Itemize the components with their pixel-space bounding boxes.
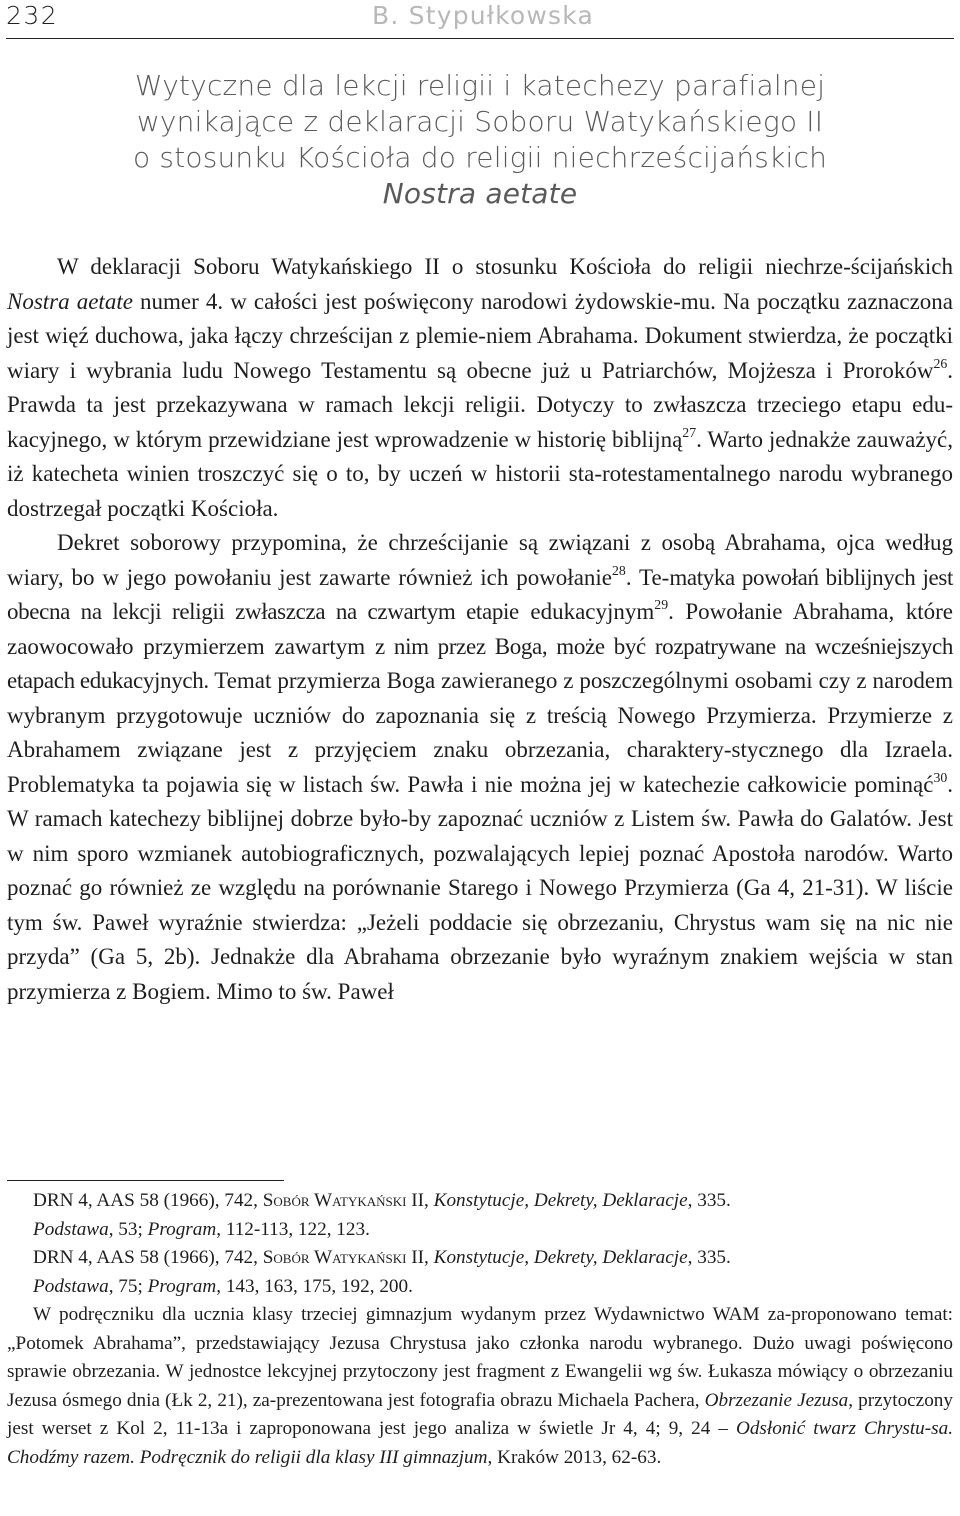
text-run: DRN 4, AAS 58 (1966), 742, bbox=[33, 1190, 263, 1211]
italic-title: Podstawa bbox=[33, 1275, 109, 1297]
footnote bbox=[7, 1244, 953, 1273]
italic-title: Program bbox=[147, 1218, 217, 1240]
section-title-line: wynikające z deklaracji Soboru Watykańskiego II bbox=[136, 105, 824, 138]
text-run: , 112-113, 122, 123. bbox=[216, 1218, 370, 1240]
text-run: , przytoczony jest werset z Kol 2, 11-13a i zaproponowana jest jego analiza w świetle Jr 4, 4; 9, 24 – bbox=[7, 1389, 953, 1439]
section-title-line: o stosunku Kościoła do religii niechrześcijańskich bbox=[132, 141, 828, 174]
small-caps-text: Sobór Watykański bbox=[262, 1190, 407, 1211]
text-run: , 143, 163, 175, 192, 200. bbox=[216, 1275, 413, 1297]
text-run: , 335. bbox=[687, 1190, 731, 1211]
section-title-line: Wytyczne dla lekcji religii i katechezy parafialnej bbox=[134, 69, 826, 102]
paragraph bbox=[7, 526, 953, 1009]
paragraph bbox=[7, 250, 953, 526]
text-run: II, bbox=[406, 1190, 434, 1211]
footnote bbox=[7, 1187, 953, 1216]
text-run: Temat przymierza Boga zawieranego z poszczególnymi osobami czy z narodem wybranym przygotowuje uczniów do zapoznania się z treścią Nowego Przymierza. Przymierze z Abrahamem związane jest z przyjęciem znaku obrzezania, charaktery-stycznego dla Izraela. Problematyka ta pojawia się w listach św. Pawła i nie można jej w katechezie całkowicie pominąć bbox=[7, 668, 953, 797]
footnote bbox=[7, 1273, 953, 1302]
text-run: , 53; bbox=[108, 1218, 148, 1240]
footnote-ref: 27 bbox=[682, 424, 697, 440]
section-title-line: Nostra aetate bbox=[382, 177, 578, 210]
text-run: matyka powołań biblijnych jest obecna na lekcji religii zwłaszcza na czwartym etapie bbox=[7, 564, 953, 624]
italic-title: Konstytucje, Dekrety, Deklaracje bbox=[433, 1190, 688, 1211]
italic-title: Konstytucje, Dekrety, Deklaracje bbox=[433, 1247, 688, 1268]
text-run: . Prawda ta jest przekazywana w ramach lekcji religii. Dotyczy to zwłaszcza trzeciego etapu edu-kacyjnego, w którym przewidziane jest wprowadzenie w historię biblijną bbox=[7, 357, 953, 452]
footnote-ref: 28 bbox=[612, 562, 626, 578]
footnote-ref: 30 bbox=[933, 769, 948, 785]
running-head bbox=[6, 0, 954, 39]
text-run: W deklaracji Soboru Watykańskiego II o stosunku Kościoła do religii niechrze-ścijańskich bbox=[57, 254, 953, 279]
text-run: . Powołanie Abrahama, które zaowocowało przymierzem zawartym bbox=[7, 599, 953, 659]
page-number: 232 bbox=[6, 1, 59, 30]
footnote-divider bbox=[7, 1180, 284, 1181]
text-run: Dekret soborowy przypomina, że chrześcijanie są związani z osobą Abrahama, ojca według wiary, bo w jego powołaniu jest zawarte również ich powołanie bbox=[7, 530, 953, 590]
text-run: DRN 4, AAS 58 (1966), 742, bbox=[33, 1247, 263, 1268]
text-run: . W ramach katechezy biblijnej dobrze było-by zapoznać uczniów z Listem św. Pawła do Galatów. Jest w nim sporo wzmianek autobiograficznych, pozwalających lepiej poznać Apostoła narodów. Warto poznać go również ze względu na porównanie Starego i Nowego Przymierza (Ga 4, 21-31). W liście tym św. Paweł wyraźnie stwierdza: „Jeżeli poddacie się obrzezaniu, Chrystus wam się na nic nie przyda” (Ga 5, 2b). Jednakże dla Abrahama obrzezanie było wyraźnym znakiem wejścia w stan przymierza z Bogiem. Mimo to św. Paweł bbox=[7, 771, 953, 1004]
text-run: edukacyjnym bbox=[518, 599, 655, 624]
italic-title: Program bbox=[147, 1275, 217, 1297]
italic-title: Podstawa bbox=[33, 1218, 109, 1240]
footnote bbox=[7, 1216, 953, 1245]
text-run: W podręczniku dla ucznia klasy trzeciej gimnazjum wydanym przez Wydawnictwo WAM za-proponowano temat: „Potomek Abrahama”, przedstawiający Jezusa Chrystusa jako członka narodu wybranego. Dużo uwagi poświęcono sprawie obrzezania. W jednostce lekcyjnej przytoczony jest fragment z Ewangelii wg św. Łukasza mówiący o obrzezaniu Jezusa ósmego dnia (Łk 2, 21), za-prezentowana jest fotografia obrazu Michaela Pachera, bbox=[7, 1304, 953, 1411]
italic-title: Nostra aetate bbox=[7, 288, 133, 314]
footnote-ref: 26 bbox=[933, 355, 948, 371]
text-run: z nim przez Boga, może być rozpatrywane na wcześniejszych etapach edukacyjnych. bbox=[7, 633, 953, 693]
text-run: , 75; bbox=[108, 1275, 148, 1297]
small-caps-text: Sobór Watykański bbox=[262, 1247, 407, 1268]
italic-title: Odsłonić twarz Chrystu-sa. Chodźmy razem. Podręcznik do religii dla klasy III gimnazjum bbox=[7, 1418, 953, 1468]
running-head-author: B. Stypułkowska bbox=[372, 1, 595, 30]
text-run: . Warto jednakże zauważyć, iż katecheta winien troszczyć się o to, by uczeń w historii sta-rotestamentalnego narodu wybranego dostrzegał początki Kościoła. bbox=[7, 426, 953, 521]
text-run: , 335. bbox=[687, 1247, 731, 1268]
text-run: , Kraków 2013, 62-63. bbox=[487, 1446, 662, 1468]
section-title bbox=[0, 68, 960, 212]
body-text bbox=[7, 250, 953, 1009]
text-run: numer 4. w całości jest poświęcony narodowi żydowskie-mu. Na początku zaznaczona jest więź duchowa, jaka łączy chrześcijan z plemie-niem Abrahama. Dokument stwierdza, że początki wiary i wybrania ludu Nowego Testamentu są obecne już u Patriarchów, Mojżesza i Proroków bbox=[7, 288, 953, 383]
footnotes bbox=[7, 1187, 953, 1472]
text-run: . Te- bbox=[625, 564, 670, 590]
text-run: II, bbox=[406, 1247, 434, 1268]
footnote-ref: 29 bbox=[654, 597, 669, 613]
italic-title: Obrzezanie Jezusa bbox=[704, 1389, 849, 1411]
footnote bbox=[7, 1301, 953, 1472]
